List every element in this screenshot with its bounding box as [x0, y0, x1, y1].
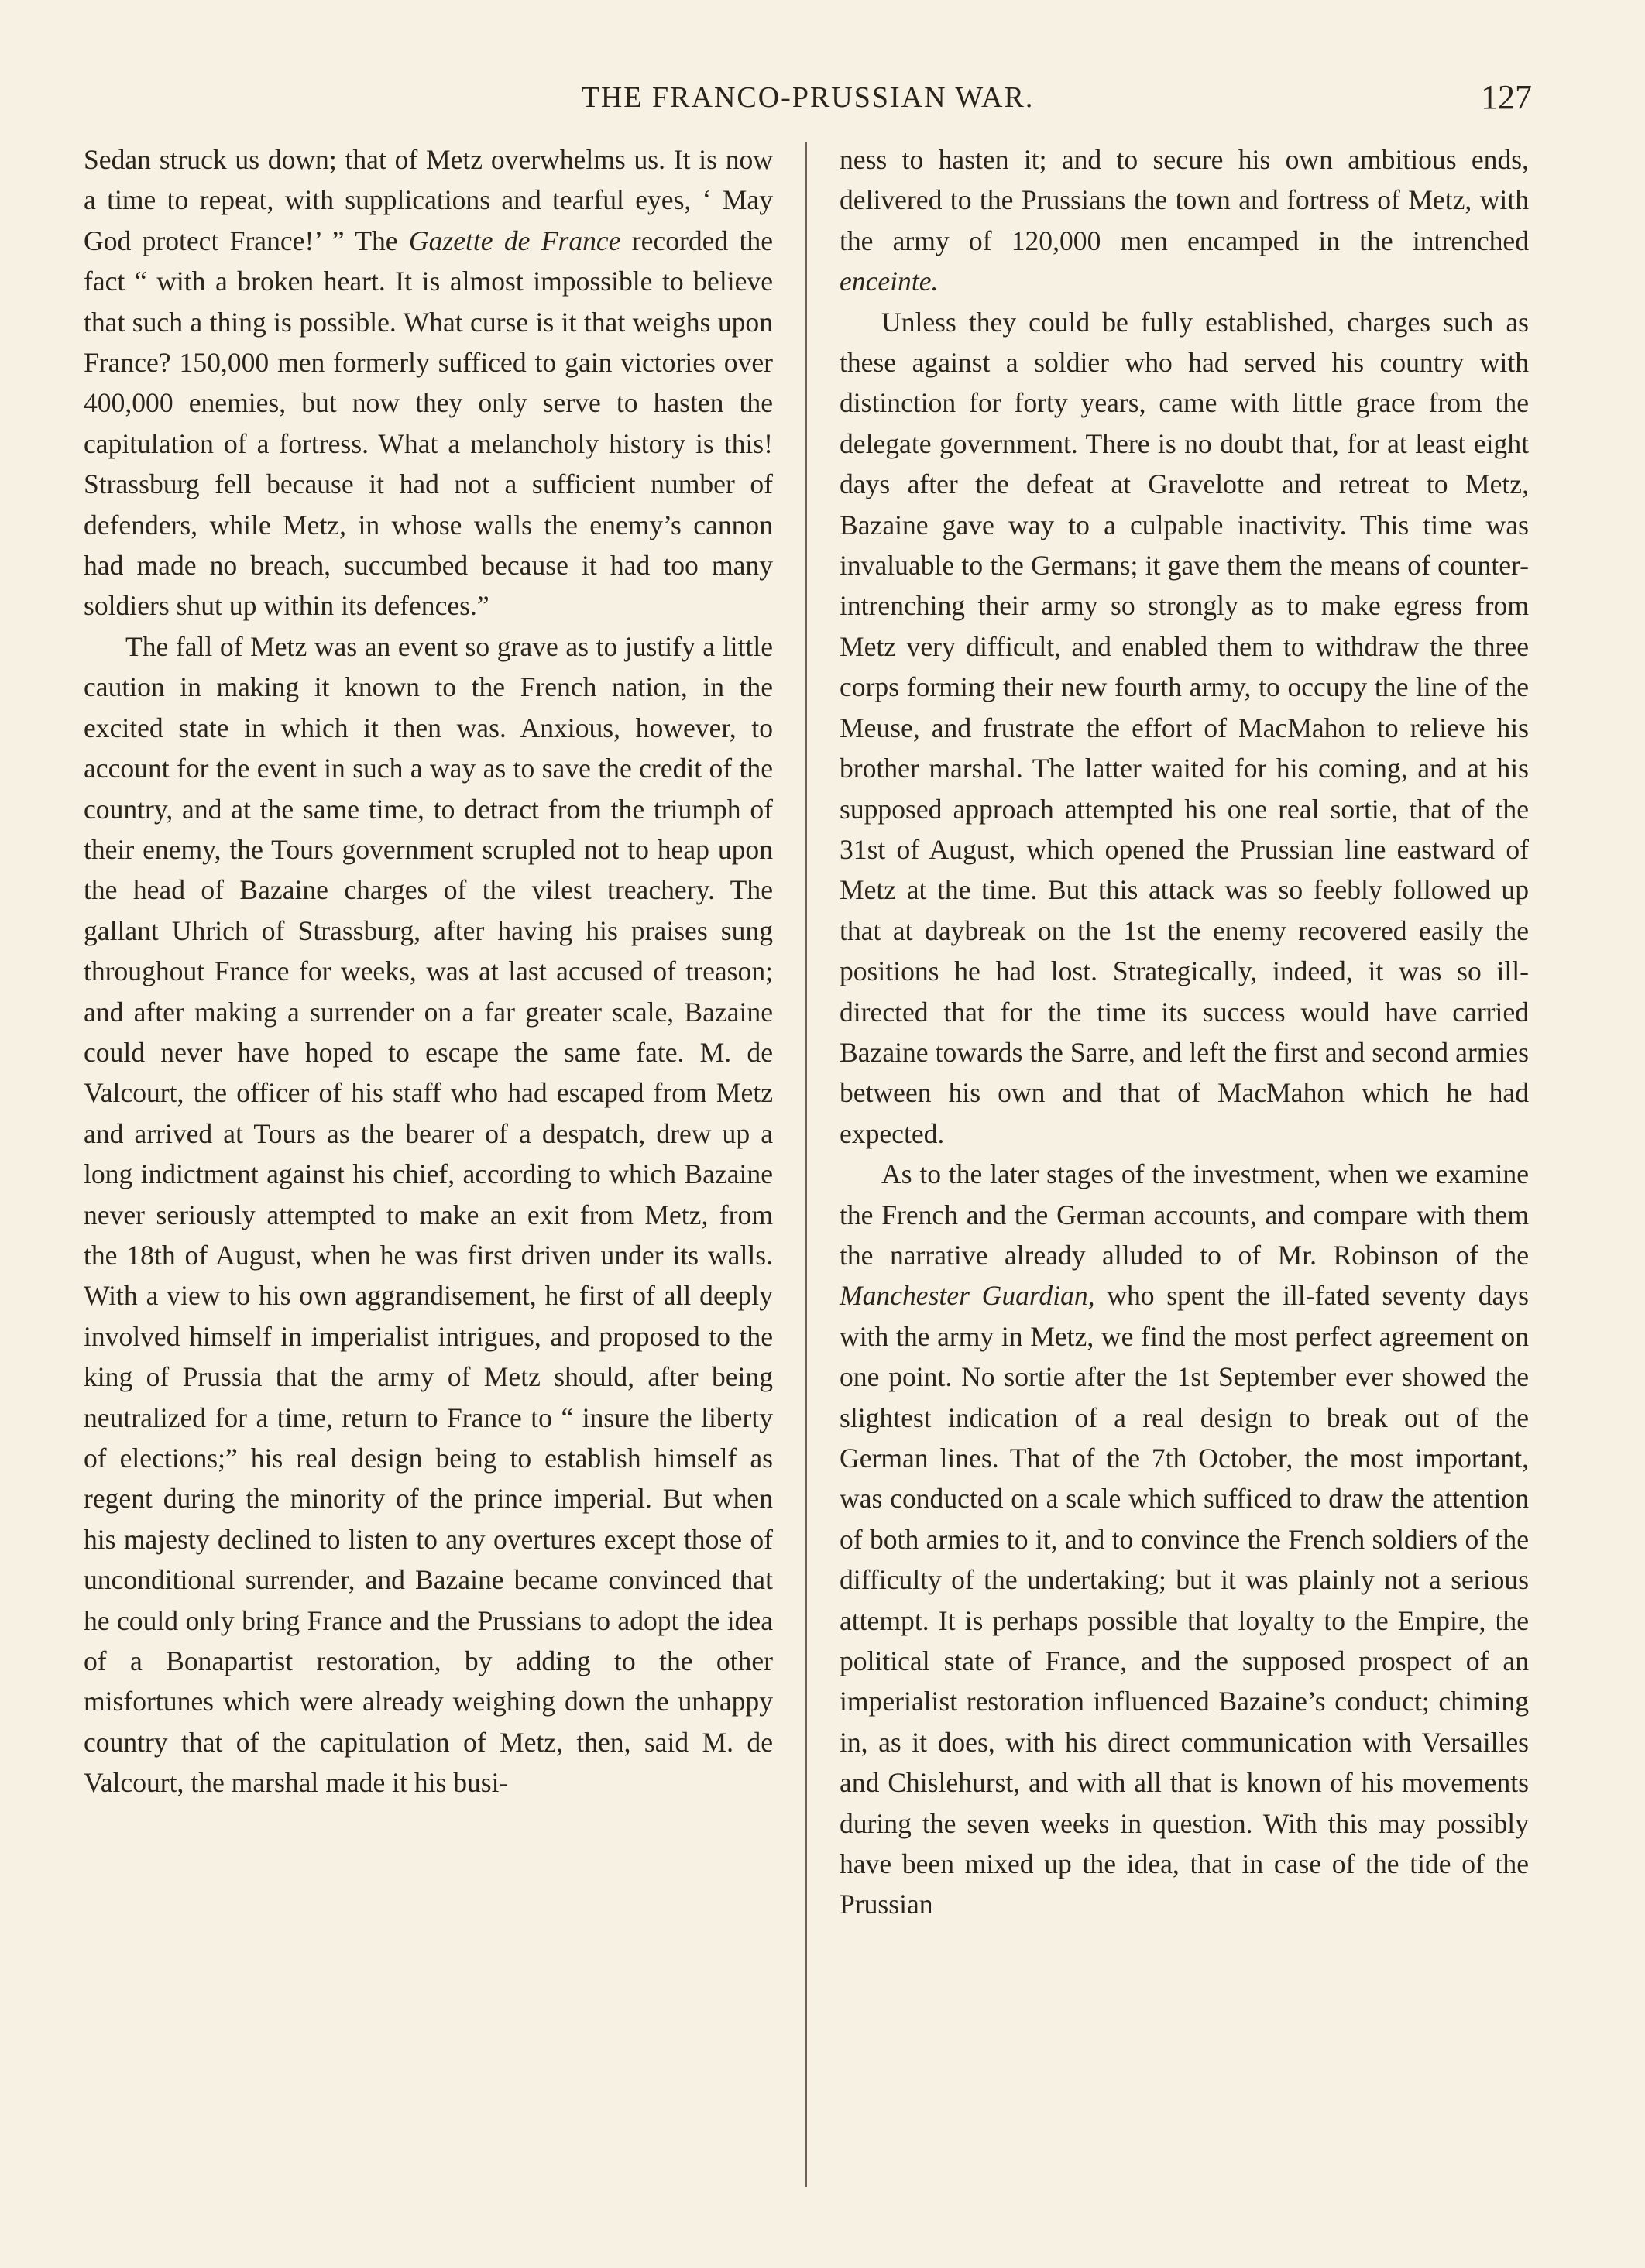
right-column [840, 139, 1529, 1925]
page-number: 127 [1481, 78, 1532, 116]
running-title: THE FRANCO-PRUSSIAN WAR. [581, 81, 1035, 114]
italic-title: Manchester Guardian, [840, 1280, 1095, 1312]
column-divider [805, 142, 807, 2187]
left-column [84, 139, 773, 1803]
text-run: recorded the fact “ with a broken heart. It is almost impossible to believe that such a thing is possible. What curse is it that weighs upon France? 150,000 men formerly sufficed to gain victories over 400,000 enemies, but now they only serve to hasten the capitulation of a fortress. What a melancholy history is this! Strassburg fell because it had not a sufficient number of defenders, while Metz, in whose walls the enemy’s cannon had made no breach, succumbed because it had too many soldiers shut up within its defences.” [84, 225, 773, 622]
text-run: ness to hasten it; and to secure his own ambitious ends, delivered to the Prussians the town and fortress of Metz, with the army of 120,000 men encamped in the intrenched [840, 144, 1529, 256]
text-run: As to the later stages of the investment, when we examine the French and the German accounts, and compare with them the narrative already alluded to of Mr. Robinson of the [840, 1158, 1529, 1271]
paragraph: The fall of Metz was an event so grave as to justify a little caution in making it known to the French nation, in the excited state in which it then was. Anxious, however, to account for the event in such a way as to save the credit of the country, and at the same time, to detract from the triumph of their enemy, the Tours government scrupled not to heap upon the head of Bazaine charges of the vilest treachery. The gallant Uhrich of Strassburg, after having his praises sung throughout France for weeks, was at last accused of treason; and after making a surrender on a far greater scale, Bazaine could never have hoped to escape the same fate. M. de Valcourt, the officer of his staff who had escaped from Metz and arrived at Tours as the bearer of a despatch, drew up a long indictment against his chief, according to which Bazaine never seriously attempted to make an exit from Metz, from the 18th of August, when he was first driven under its walls. With a view to his own aggrandisement, he first of all deeply involved himself in imperialist intrigues, and proposed to the king of Prussia that the army of Metz should, after being neutralized for a time, return to France to “ insure the liberty of elections;” his real design being to establish himself as regent during the minority of the prince imperial. But when his majesty declined to listen to any overtures except those of unconditional surrender, and Bazaine became convinced that he could only bring France and the Prussians to adopt the idea of a Bonapartist restoration, by adding to the other misfortunes which were already weighing down the unhappy country that of the capitulation of Metz, then, said M. de Valcourt, the marshal made it his busi- [84, 630, 773, 1799]
italic-title: Gazette de France [408, 225, 621, 256]
paragraph [84, 139, 773, 626]
paragraph: Unless they could be fully established, charges such as these against a soldier who had served his country with distinction for forty years, came with little grace from the delegate government. There is no doubt that, for at least eight days after the defeat at Gravelotte and retreat to Metz, Bazaine gave way to a culpable inactivity. This time was invaluable to the Germans; it gave them the means of counter-intrenching their army so strongly as to make egress from Metz very difficult, and enabled them to withdraw the three corps forming their new fourth army, to occupy the line of the Meuse, and frustrate the effort of MacMahon to relieve his brother marshal. The latter waited for his coming, and at his supposed approach attempted his one real sortie, that of the 31st of August, which opened the Prussian line eastward of Metz at the time. But this attack was so feebly followed up that at daybreak on the 1st the enemy recovered easily the positions he had lost. Strategically, indeed, it was so ill-directed that for the time its success would have carried Bazaine towards the Sarre, and left the first and second armies between his own and that of MacMahon which he had expected. [840, 306, 1529, 1149]
paragraph [840, 1154, 1529, 1925]
page-header [84, 74, 1532, 121]
text-run: who spent the ill-fated seventy days with the army in Metz, we find the most perfect agreement on one point. No sortie after the 1st September ever showed the slightest indication of a real design to break out of the German lines. That of the 7th October, the most important, was conducted on a scale which sufficed to draw the attention of both armies to it, and to convince the French soldiers of the difficulty of the undertaking; but it was plainly not a serious attempt. It is perhaps possible that loyalty to the Empire, the political state of France, and the supposed prospect of an imperialist restoration influenced Bazaine’s conduct; chiming in, as it does, with his direct communication with Versailles and Chislehurst, and with all that is known of his movements during the seven weeks in question. With this may possibly have been mixed up the idea, that in case of the tide of the Prussian [840, 1280, 1529, 1920]
text-run: Sedan struck us down; that of Metz overwhelms us. It is now a time to repeat, with supplications and tearful eyes, ‘ May God protect France!’ ” The [84, 144, 773, 256]
paragraph [840, 139, 1529, 302]
italic-term: enceinte. [840, 266, 939, 297]
